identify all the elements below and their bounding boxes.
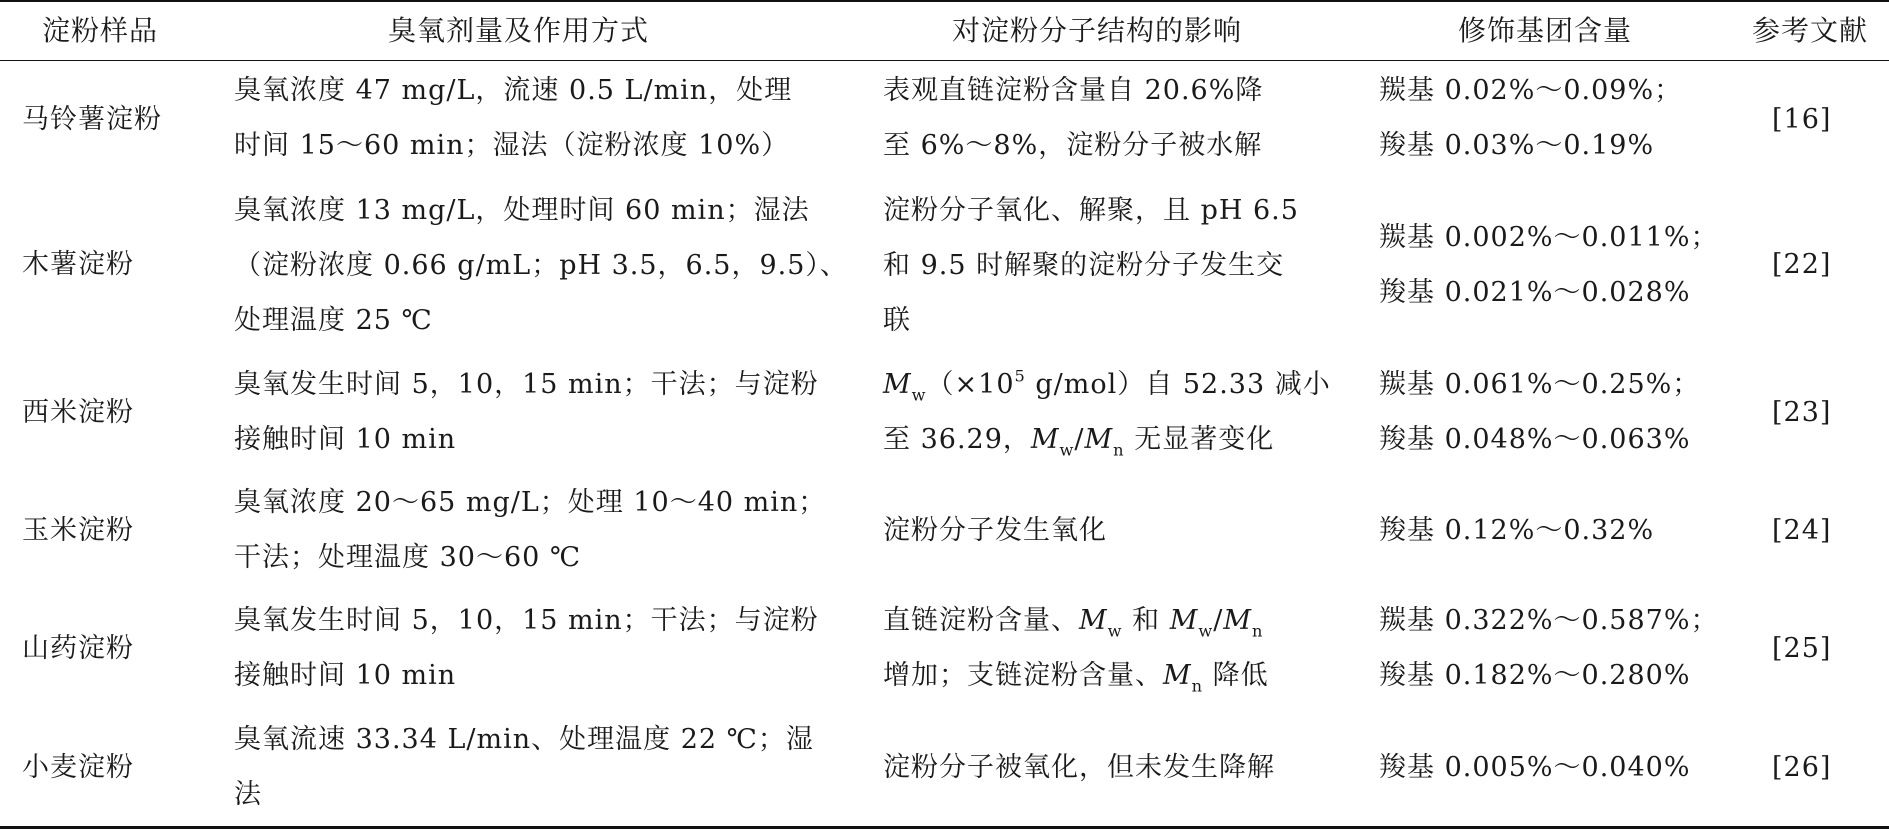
ref-cell: [25] <box>1772 633 1832 664</box>
method-cell: 臭氧流速 33.34 L/min、处理温度 22 ℃；湿 法 <box>234 724 814 810</box>
method-cell: 臭氧浓度 47 mg/L，流速 0.5 L/min，处理 时间 15～60 min；湿法（淀粉浓度 10%） <box>234 75 793 161</box>
sample-cell: 马铃薯淀粉 <box>22 104 162 135</box>
sample-cell: 西米淀粉 <box>22 397 134 428</box>
header-effect: 对淀粉分子结构的影响 <box>952 14 1243 47</box>
header-method: 臭氧剂量及作用方式 <box>388 14 650 47</box>
groups-cell: 羧基 0.12%～0.32% <box>1379 515 1655 546</box>
effect-cell: 淀粉分子发生氧化 <box>883 515 1107 546</box>
groups-cell: 羧基 0.005%～0.040% <box>1379 752 1691 783</box>
ref-cell: [24] <box>1772 515 1832 546</box>
method-cell: 臭氧浓度 13 mg/L，处理时间 60 min；湿法 （淀粉浓度 0.66 g/mL；pH 3.5，6.5，9.5）、 处理温度 25 ℃ <box>234 195 848 336</box>
header-sample: 淀粉样品 <box>42 14 159 47</box>
table-top-rule <box>0 0 1889 2</box>
sample-cell: 木薯淀粉 <box>22 249 134 280</box>
method-cell: 臭氧发生时间 5，10，15 min；干法；与淀粉 接触时间 10 min <box>234 605 819 691</box>
sample-cell: 玉米淀粉 <box>22 515 134 546</box>
ref-cell: [23] <box>1772 397 1832 428</box>
ref-cell: [26] <box>1772 752 1832 783</box>
ref-cell: [22] <box>1772 249 1832 280</box>
table-header-rule <box>0 60 1889 61</box>
header-ref: 参考文献 <box>1752 14 1869 47</box>
method-cell: 臭氧发生时间 5，10，15 min；干法；与淀粉 接触时间 10 min <box>234 369 819 455</box>
table-bottom-rule <box>0 826 1889 829</box>
groups-cell: 羰基 0.061%～0.25%； 羧基 0.048%～0.063% <box>1379 369 1701 455</box>
effect-cell: 淀粉分子氧化、解聚，且 pH 6.5 和 9.5 时解聚的淀粉分子发生交 联 <box>883 195 1299 336</box>
method-cell: 臭氧浓度 20～65 mg/L；处理 10～40 min； 干法；处理温度 30～60 ℃ <box>234 487 827 573</box>
effect-cell: 直链淀粉含量、$M_w$ 和 $M_w/M_n$ 增加；支链淀粉含量、$M_n$ 降低 <box>883 605 1269 696</box>
header-groups: 修饰基团含量 <box>1458 14 1633 47</box>
groups-cell: 羰基 0.02%～0.09%； 羧基 0.03%～0.19% <box>1379 75 1683 161</box>
effect-cell: 表观直链淀粉含量自 20.6%降 至 6%～8%，淀粉分子被水解 <box>883 75 1264 161</box>
ref-cell: [16] <box>1772 104 1832 135</box>
groups-cell: 羰基 0.002%～0.011%； 羧基 0.021%～0.028% <box>1379 222 1719 308</box>
groups-cell: 羰基 0.322%～0.587%； 羧基 0.182%～0.280% <box>1379 605 1719 691</box>
effect-cell: 淀粉分子被氧化，但未发生降解 <box>883 752 1275 783</box>
sample-cell: 山药淀粉 <box>22 633 134 664</box>
sample-cell: 小麦淀粉 <box>22 752 134 783</box>
effect-cell: $M_w(\times 10^5$ g/mol）自 52.33 减小 至 36.29，$M_w/M_n$ 无显著变化 <box>883 366 1331 460</box>
